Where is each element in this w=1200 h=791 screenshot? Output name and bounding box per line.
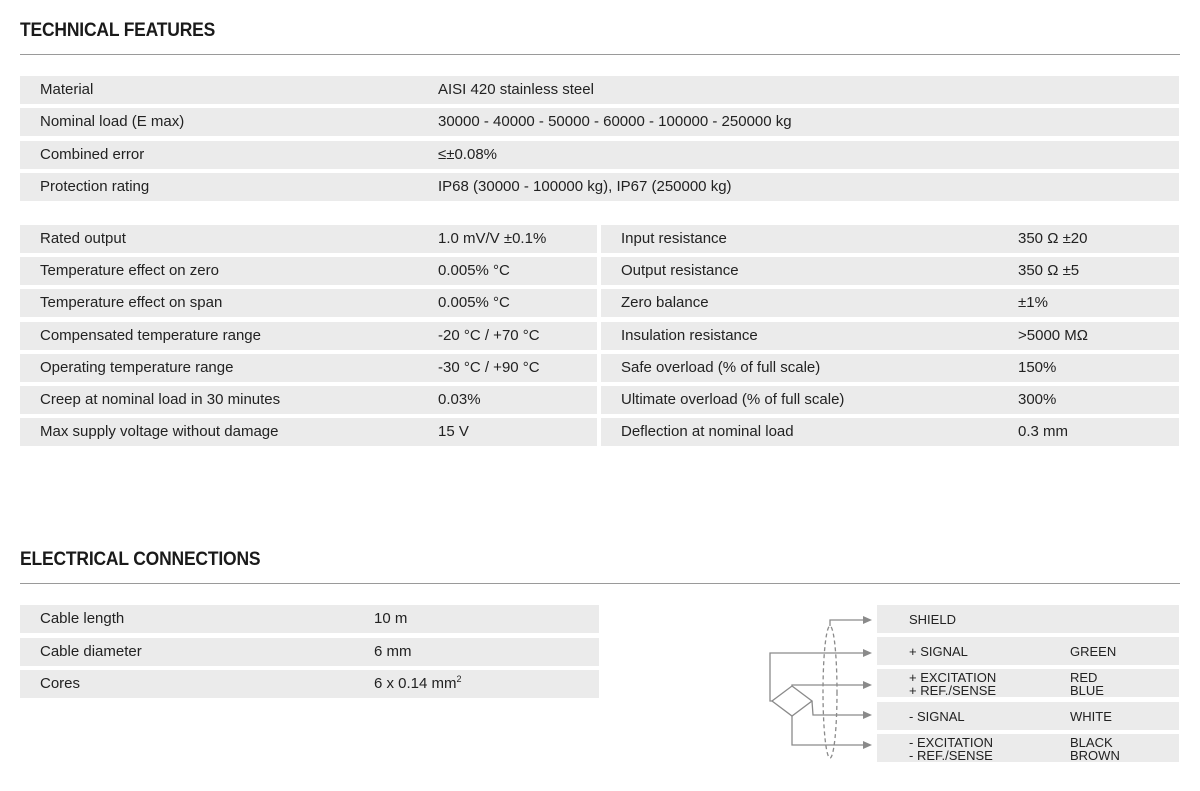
spec-row bbox=[601, 418, 1179, 446]
electrical-connections-title: ELECTRICAL CONNECTIONS bbox=[20, 549, 261, 570]
wire-signal-label: - SIGNAL bbox=[909, 709, 965, 724]
spec-value: -30 °C / +90 °C bbox=[438, 358, 540, 376]
electrical-connections-divider bbox=[20, 583, 1180, 584]
wiring-diagram bbox=[760, 600, 880, 770]
spec-label: Cable length bbox=[40, 610, 125, 627]
wire-signal-label: - REF./SENSE bbox=[909, 748, 993, 763]
spec-label: Protection rating bbox=[40, 177, 150, 195]
spec-value: >5000 MΩ bbox=[1018, 326, 1089, 344]
spec-label: Output resistance bbox=[621, 262, 739, 280]
spec-value: ±1% bbox=[1018, 294, 1048, 312]
spec-label: Zero balance bbox=[621, 294, 709, 312]
spec-label: Insulation resistance bbox=[621, 326, 758, 344]
spec-value: AISI 420 stainless steel bbox=[438, 81, 594, 98]
spec-value: 0.3 mm bbox=[1018, 423, 1069, 441]
shield-ellipse bbox=[823, 626, 837, 758]
wire-signal-label: SHIELD bbox=[909, 612, 956, 627]
spec-row bbox=[601, 386, 1179, 414]
spec-label: Max supply voltage without damage bbox=[40, 423, 279, 441]
technical-features-title: TECHNICAL FEATURES bbox=[20, 20, 216, 41]
wire-color-label: BROWN bbox=[1070, 748, 1120, 763]
spec-row bbox=[20, 638, 599, 666]
spec-label: Creep at nominal load in 30 minutes bbox=[40, 391, 281, 408]
spec-label: Combined error bbox=[40, 145, 145, 163]
spec-value-superscript: 2 bbox=[456, 674, 462, 684]
spec-label: Cores bbox=[40, 675, 81, 692]
spec-value: 0.03% bbox=[438, 391, 481, 408]
technical-features-divider bbox=[20, 54, 1180, 55]
spec-label: Operating temperature range bbox=[40, 358, 234, 376]
spec-value: 1.0 mV/V ±0.1% bbox=[438, 230, 547, 247]
wheatstone-bridge bbox=[772, 686, 812, 716]
spec-value: ≤±0.08% bbox=[438, 145, 497, 163]
spec-row bbox=[601, 257, 1179, 285]
arrow-icon bbox=[863, 681, 872, 689]
spec-row bbox=[20, 225, 597, 253]
spec-row bbox=[20, 76, 1179, 104]
wiring-row bbox=[877, 605, 1179, 633]
wiring-row bbox=[877, 734, 1179, 762]
spec-value: -20 °C / +70 °C bbox=[438, 326, 540, 344]
spec-row bbox=[601, 225, 1179, 253]
plus-signal-wire bbox=[770, 653, 865, 701]
spec-label: Temperature effect on span bbox=[40, 294, 223, 312]
wiring-row bbox=[877, 702, 1179, 730]
minus-signal-wire bbox=[812, 701, 865, 715]
spec-row bbox=[20, 108, 1179, 136]
wiring-row bbox=[877, 637, 1179, 665]
spec-label: Safe overload (% of full scale) bbox=[621, 358, 821, 376]
arrow-icon bbox=[863, 741, 872, 749]
spec-value: IP68 (30000 - 100000 kg), IP67 (250000 kg) bbox=[438, 177, 732, 195]
spec-value: 30000 - 40000 - 50000 - 60000 - 100000 - 250000 kg bbox=[438, 113, 792, 131]
wire-color-label: BLUE bbox=[1070, 683, 1104, 698]
spec-value: 6 x 0.14 $mm^2$ bbox=[374, 674, 462, 692]
spec-value: 300% bbox=[1018, 391, 1057, 408]
spec-label: Compensated temperature range bbox=[40, 326, 261, 344]
arrow-icon bbox=[863, 616, 872, 624]
shield-wire bbox=[830, 620, 865, 626]
spec-row bbox=[20, 289, 597, 317]
spec-row bbox=[20, 173, 1179, 201]
spec-row bbox=[601, 322, 1179, 350]
spec-row bbox=[20, 257, 597, 285]
spec-value: 0.005% °C bbox=[438, 262, 510, 280]
wire-color-label: BLACK bbox=[1070, 735, 1113, 750]
spec-label: Deflection at nominal load bbox=[621, 423, 794, 441]
spec-label: Nominal load (E max) bbox=[40, 113, 185, 131]
wire-signal-label: + REF./SENSE bbox=[909, 683, 997, 698]
spec-value: 10 m bbox=[374, 610, 408, 627]
spec-value: 0.005% °C bbox=[438, 294, 510, 312]
spec-label: Input resistance bbox=[621, 230, 727, 247]
spec-row bbox=[20, 605, 599, 633]
spec-row bbox=[601, 289, 1179, 317]
wire-color-label: GREEN bbox=[1070, 644, 1117, 659]
spec-row bbox=[20, 354, 597, 382]
minus-excitation-wire bbox=[792, 716, 865, 745]
wire-color-label: RED bbox=[1070, 670, 1098, 685]
spec-label: Temperature effect on zero bbox=[40, 262, 219, 280]
spec-label: Ultimate overload (% of full scale) bbox=[621, 391, 845, 408]
plus-excitation-wire bbox=[792, 685, 865, 686]
spec-row bbox=[20, 418, 597, 446]
spec-row bbox=[20, 322, 597, 350]
spec-row bbox=[20, 670, 599, 698]
arrow-icon bbox=[863, 649, 872, 657]
spec-label: Cable diameter bbox=[40, 642, 142, 660]
spec-row bbox=[601, 354, 1179, 382]
spec-value: 350 Ω ±5 bbox=[1018, 262, 1080, 280]
wire-color-label: WHITE bbox=[1070, 709, 1112, 724]
spec-row bbox=[20, 386, 597, 414]
spec-row bbox=[20, 141, 1179, 169]
spec-value: 6 mm bbox=[374, 642, 412, 660]
wire-signal-label: + SIGNAL bbox=[909, 644, 968, 659]
spec-label: Rated output bbox=[40, 230, 126, 247]
spec-value: 350 Ω ±20 bbox=[1018, 230, 1088, 247]
spec-label: Material bbox=[40, 81, 94, 98]
wire-signal-label: - EXCITATION bbox=[909, 735, 994, 750]
arrow-icon bbox=[863, 711, 872, 719]
wiring-row bbox=[877, 669, 1179, 697]
spec-value: 150% bbox=[1018, 358, 1057, 376]
wire-signal-label: + EXCITATION bbox=[909, 670, 997, 685]
spec-value: 15 V bbox=[438, 423, 469, 441]
